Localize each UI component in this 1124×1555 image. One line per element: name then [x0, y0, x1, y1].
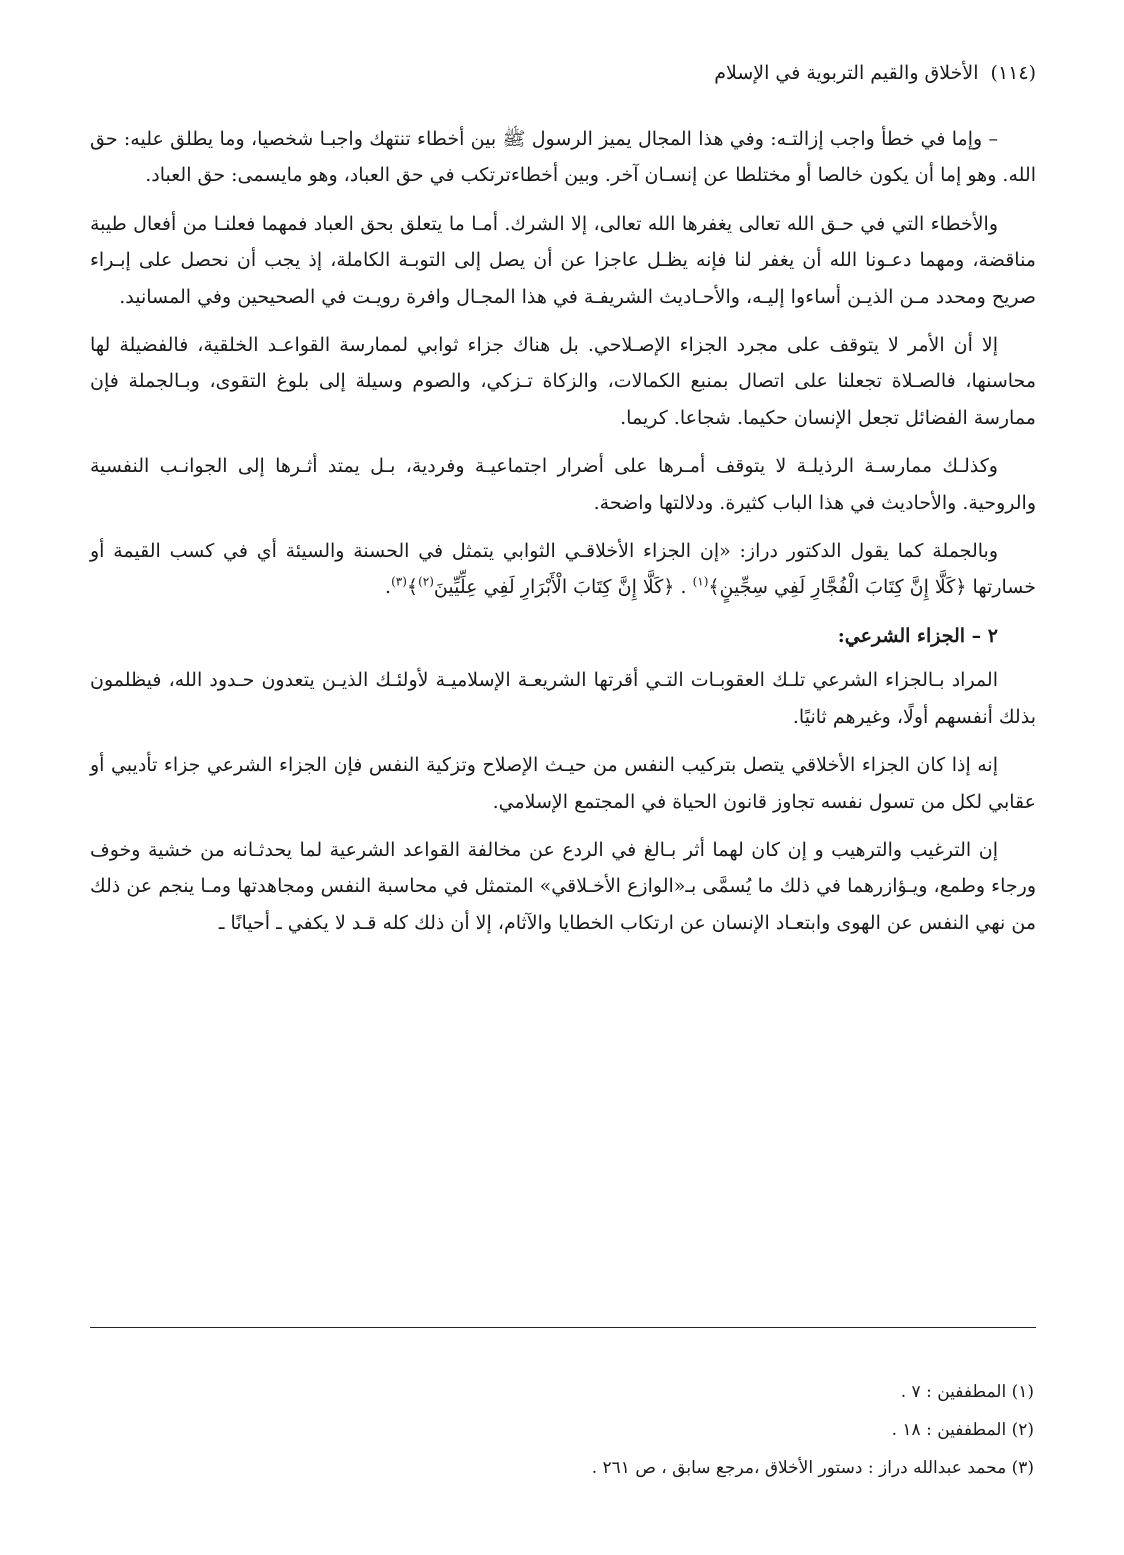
- quran-verse-2-close: ﴾: [406, 576, 419, 599]
- paragraph-5: [90, 533, 1036, 606]
- footnote-ref-2: (٢): [418, 575, 434, 590]
- paragraph-1: – وإما في خطأ واجب إزالتـه: وفي هذا المجال يميز الرسول ﷺ بين أخطاء تنتهك واجبـا شخصيا، وما يطلق عليه: حق الله. وهو إما أن يكون خالصا أو مختلطا عن إنسـان آخر. وبين أخطاءترتكب في حق العباد، وهو مايسمى: حق العباد.: [90, 128, 1036, 187]
- main-text: [90, 121, 1036, 941]
- footnotes: [90, 1374, 1034, 1488]
- quran-verse-1: ﴿كَلَّا إِنَّ كِتَابَ الْفُجَّارِ لَفِي سِجِّينٍ﴾: [708, 576, 967, 599]
- paragraph-8: إن الترغيب والترهيب و إن كان لهما أثر بـالغ في الردع عن مخالفة القواعد الشرعية لما يحدثـانه من خشية وخوف ورجاء وطمع، ويـؤازرهما في ذلك ما يُسمَّى بـ«الوازع الأخـلاقي» المتمثل في محاسبة النفس ومجاهدتها ومـا ينجم عن ذلك من نهي النفس عن الهوى وابتعـاد الإنسان عن ارتكاب الخطايا والآثام، إلا أن ذلك كله قـد لا يكفي ـ أحيانًا ـ: [90, 838, 1036, 934]
- footnote-2: (٢) المطففين : ١٨ .: [891, 1420, 1034, 1440]
- footnote-3: (٣) محمد عبدالله دراز : دستور الأخلاق ،مرجع سابق ، ص ٢٦١ .: [591, 1458, 1034, 1478]
- running-header: [90, 58, 1036, 88]
- paragraph-6: المراد بـالجزاء الشرعي تلـك العقوبـات التـي أقرتها الشريعـة الإسلاميـة لأولئـك الذيـن يتعدون حـدود الله، فيظلمون بذلك أنفسهم أولًا، وغيرهم ثانيًا.: [90, 669, 1036, 728]
- footnote-divider: [90, 1327, 1036, 1328]
- page-number: (١١٤): [990, 62, 1036, 84]
- footnote-ref-1: (١): [692, 575, 709, 590]
- paragraph-7: إنه إذا كان الجزاء الأخلاقي يتصل بتركيب النفس من حيـث الإصلاح وتزكية النفس فإن الجزاء الشرعي جزاء تأديبي أو عقابي لكل من تسول نفسه تجاوز قانون الحياة في المجتمع الإسلامي.: [90, 754, 1036, 813]
- paragraph-5-end: .: [385, 576, 392, 599]
- quran-verse-2: ﴿كَلَّا إِنَّ كِتَابَ الْأَبْرَارِ لَفِي عِلِّيِّينَ: [433, 576, 675, 599]
- paragraph-3: إلا أن الأمر لا يتوقف على مجرد الجزاء الإصـلاحي. بل هناك جزاء ثوابي لممارسة القواعـد الخلقية، فالفضيلة لها محاسنها، فالصـلاة تجعلنا على اتصال بمنبع الكمالات، والزكاة تـزكي، والصوم وسيلة إلى بلوغ التقوى، وبـالجملة فإن ممارسة الفضائل تجعل الإنسان حكيما. شجاعا. كريما.: [90, 334, 1036, 429]
- paragraph-2: والأخطاء التي في حـق الله تعالى يغفرها الله تعالى، إلا الشرك. أمـا ما يتعلق بحق العباد فمهما فعلنـا من أفعال طيبة مناقضة، ومهما دعـونا الله أن يغفر لنا فإنه يظـل عاجزا عن أن يصل إلى التوبـة الكاملة، إذ يجب أن نحصل على إبـراء صريح ومحدد مـن الذيـن أساءوا إليـه، والأحـاديث الشريفـة في هذا المجـال وافرة رويـت في الصحيحين وفي المسانيد.: [90, 212, 1036, 308]
- verse-separator: .: [674, 576, 693, 599]
- footnote-ref-3: (٣): [391, 575, 407, 590]
- section-heading: ٢ – الجزاء الشرعي:: [837, 624, 998, 647]
- paragraph-4: وكذلـك ممارسـة الرذيلـة لا يتوقف أمـرها على أضرار اجتماعيـة وفردية، بـل يمتد أثـرها إلى الجوانـب النفسية والروحية. والأحاديث في هذا الباب كثيرة. ودلالتها واضحة.: [90, 455, 1036, 514]
- paragraph-5-text: وبالجملة كما يقول الدكتور دراز: «إن الجزاء الأخلاقـي الثوابي يتمثل في الحسنة والسيئة أي في كسب القيمة أو خسارتها: [90, 540, 1036, 599]
- book-title: الأخلاق والقيم التربوية في الإسلام: [714, 62, 979, 84]
- footnote-1: (١) المطففين : ٧ .: [900, 1382, 1034, 1402]
